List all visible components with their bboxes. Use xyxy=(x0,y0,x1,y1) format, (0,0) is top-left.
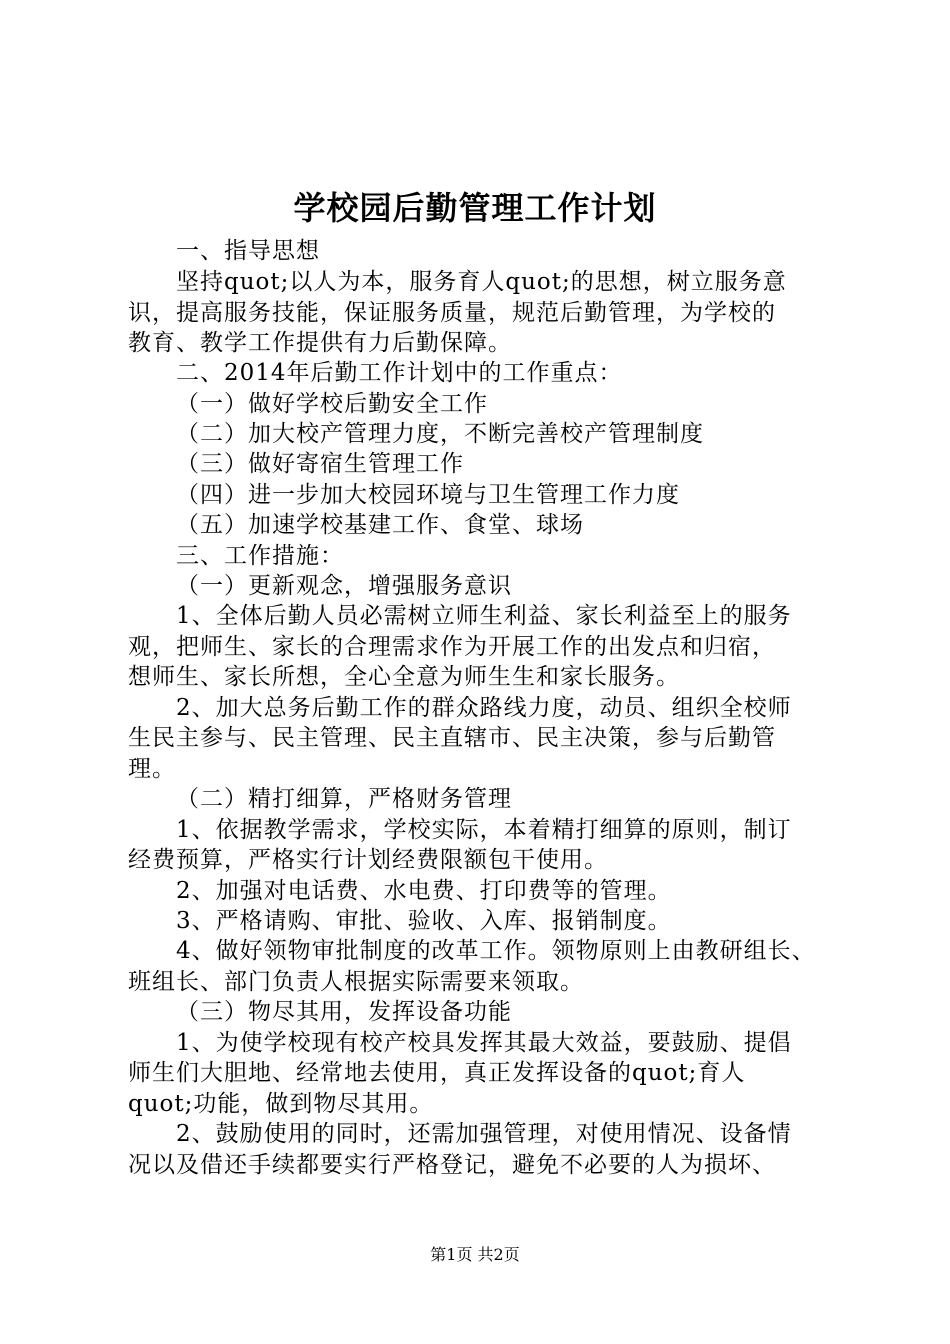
text-line: 经费预算，严格实行计划经费限额包干使用。 xyxy=(128,847,608,873)
text-line: 3、严格请购、审批、验收、入库、报销制度。 xyxy=(176,908,672,934)
text-line: 理。 xyxy=(128,756,176,782)
text-line: 三、工作措施： xyxy=(176,543,344,569)
text-line: （四）进一步加大校园环境与卫生管理工作力度 xyxy=(176,482,680,508)
text-line: 2、加大总务后勤工作的群众路线力度，动员、组织全校师 xyxy=(176,695,792,721)
document-title: 学校园后勤管理工作计划 xyxy=(293,189,657,227)
text-line: 师生们大胆地、经常地去使用，真正发挥设备的quot;育人 xyxy=(128,1060,746,1086)
text-line: （二）加大校产管理力度，不断完善校产管理制度 xyxy=(176,421,704,447)
text-line: 观，把师生、家长的合理需求作为开展工作的出发点和归宿， xyxy=(128,634,776,660)
text-line: 教育、教学工作提供有力后勤保障。 xyxy=(128,330,512,356)
text-line: 班组长、部门负责人根据实际需要来领取。 xyxy=(128,969,584,995)
text-line: quot;功能，做到物尽其用。 xyxy=(128,1091,434,1117)
text-line: （三）物尽其用，发挥设备功能 xyxy=(176,999,512,1025)
text-line: （三）做好寄宿生管理工作 xyxy=(176,451,464,477)
text-line: 1、依据教学需求，学校实际，本着精打细算的原则，制订 xyxy=(176,817,792,843)
text-line: 识，提高服务技能，保证服务质量，规范后勤管理，为学校的 xyxy=(128,300,776,326)
text-line: （一）更新观念，增强服务意识 xyxy=(176,573,512,599)
text-line: 2、鼓励使用的同时，还需加强管理，对使用情况、设备情 xyxy=(176,1121,792,1147)
text-line: （二）精打细算，严格财务管理 xyxy=(176,786,512,812)
text-line: 1、为使学校现有校产校具发挥其最大效益，要鼓励、提倡 xyxy=(176,1030,792,1056)
text-line: 2、加强对电话费、水电费、打印费等的管理。 xyxy=(176,878,672,904)
text-line: 况以及借还手续都要实行严格登记，避免不必要的人为损坏、 xyxy=(128,1152,776,1178)
text-line: 1、全体后勤人员必需树立师生利益、家长利益至上的服务 xyxy=(176,603,792,629)
text-line: 坚持quot;以人为本，服务育人quot;的思想，树立服务意 xyxy=(176,269,787,295)
text-line: （五）加速学校基建工作、食堂、球场 xyxy=(176,512,584,538)
text-line: 二、2014年后勤工作计划中的工作重点： xyxy=(176,360,623,386)
text-line: （一）做好学校后勤安全工作 xyxy=(176,391,488,417)
text-line: 4、做好领物审批制度的改革工作。领物原则上由教研组长、 xyxy=(176,938,816,964)
text-line: 一、指导思想 xyxy=(176,238,320,264)
text-line: 想师生、家长所想，全心全意为师生生和家长服务。 xyxy=(128,664,680,690)
page-number-footer: 第1页 共2页 xyxy=(430,1245,520,1264)
text-line: 生民主参与、民主管理、民主直辖市、民主决策，参与后勤管 xyxy=(128,725,776,751)
